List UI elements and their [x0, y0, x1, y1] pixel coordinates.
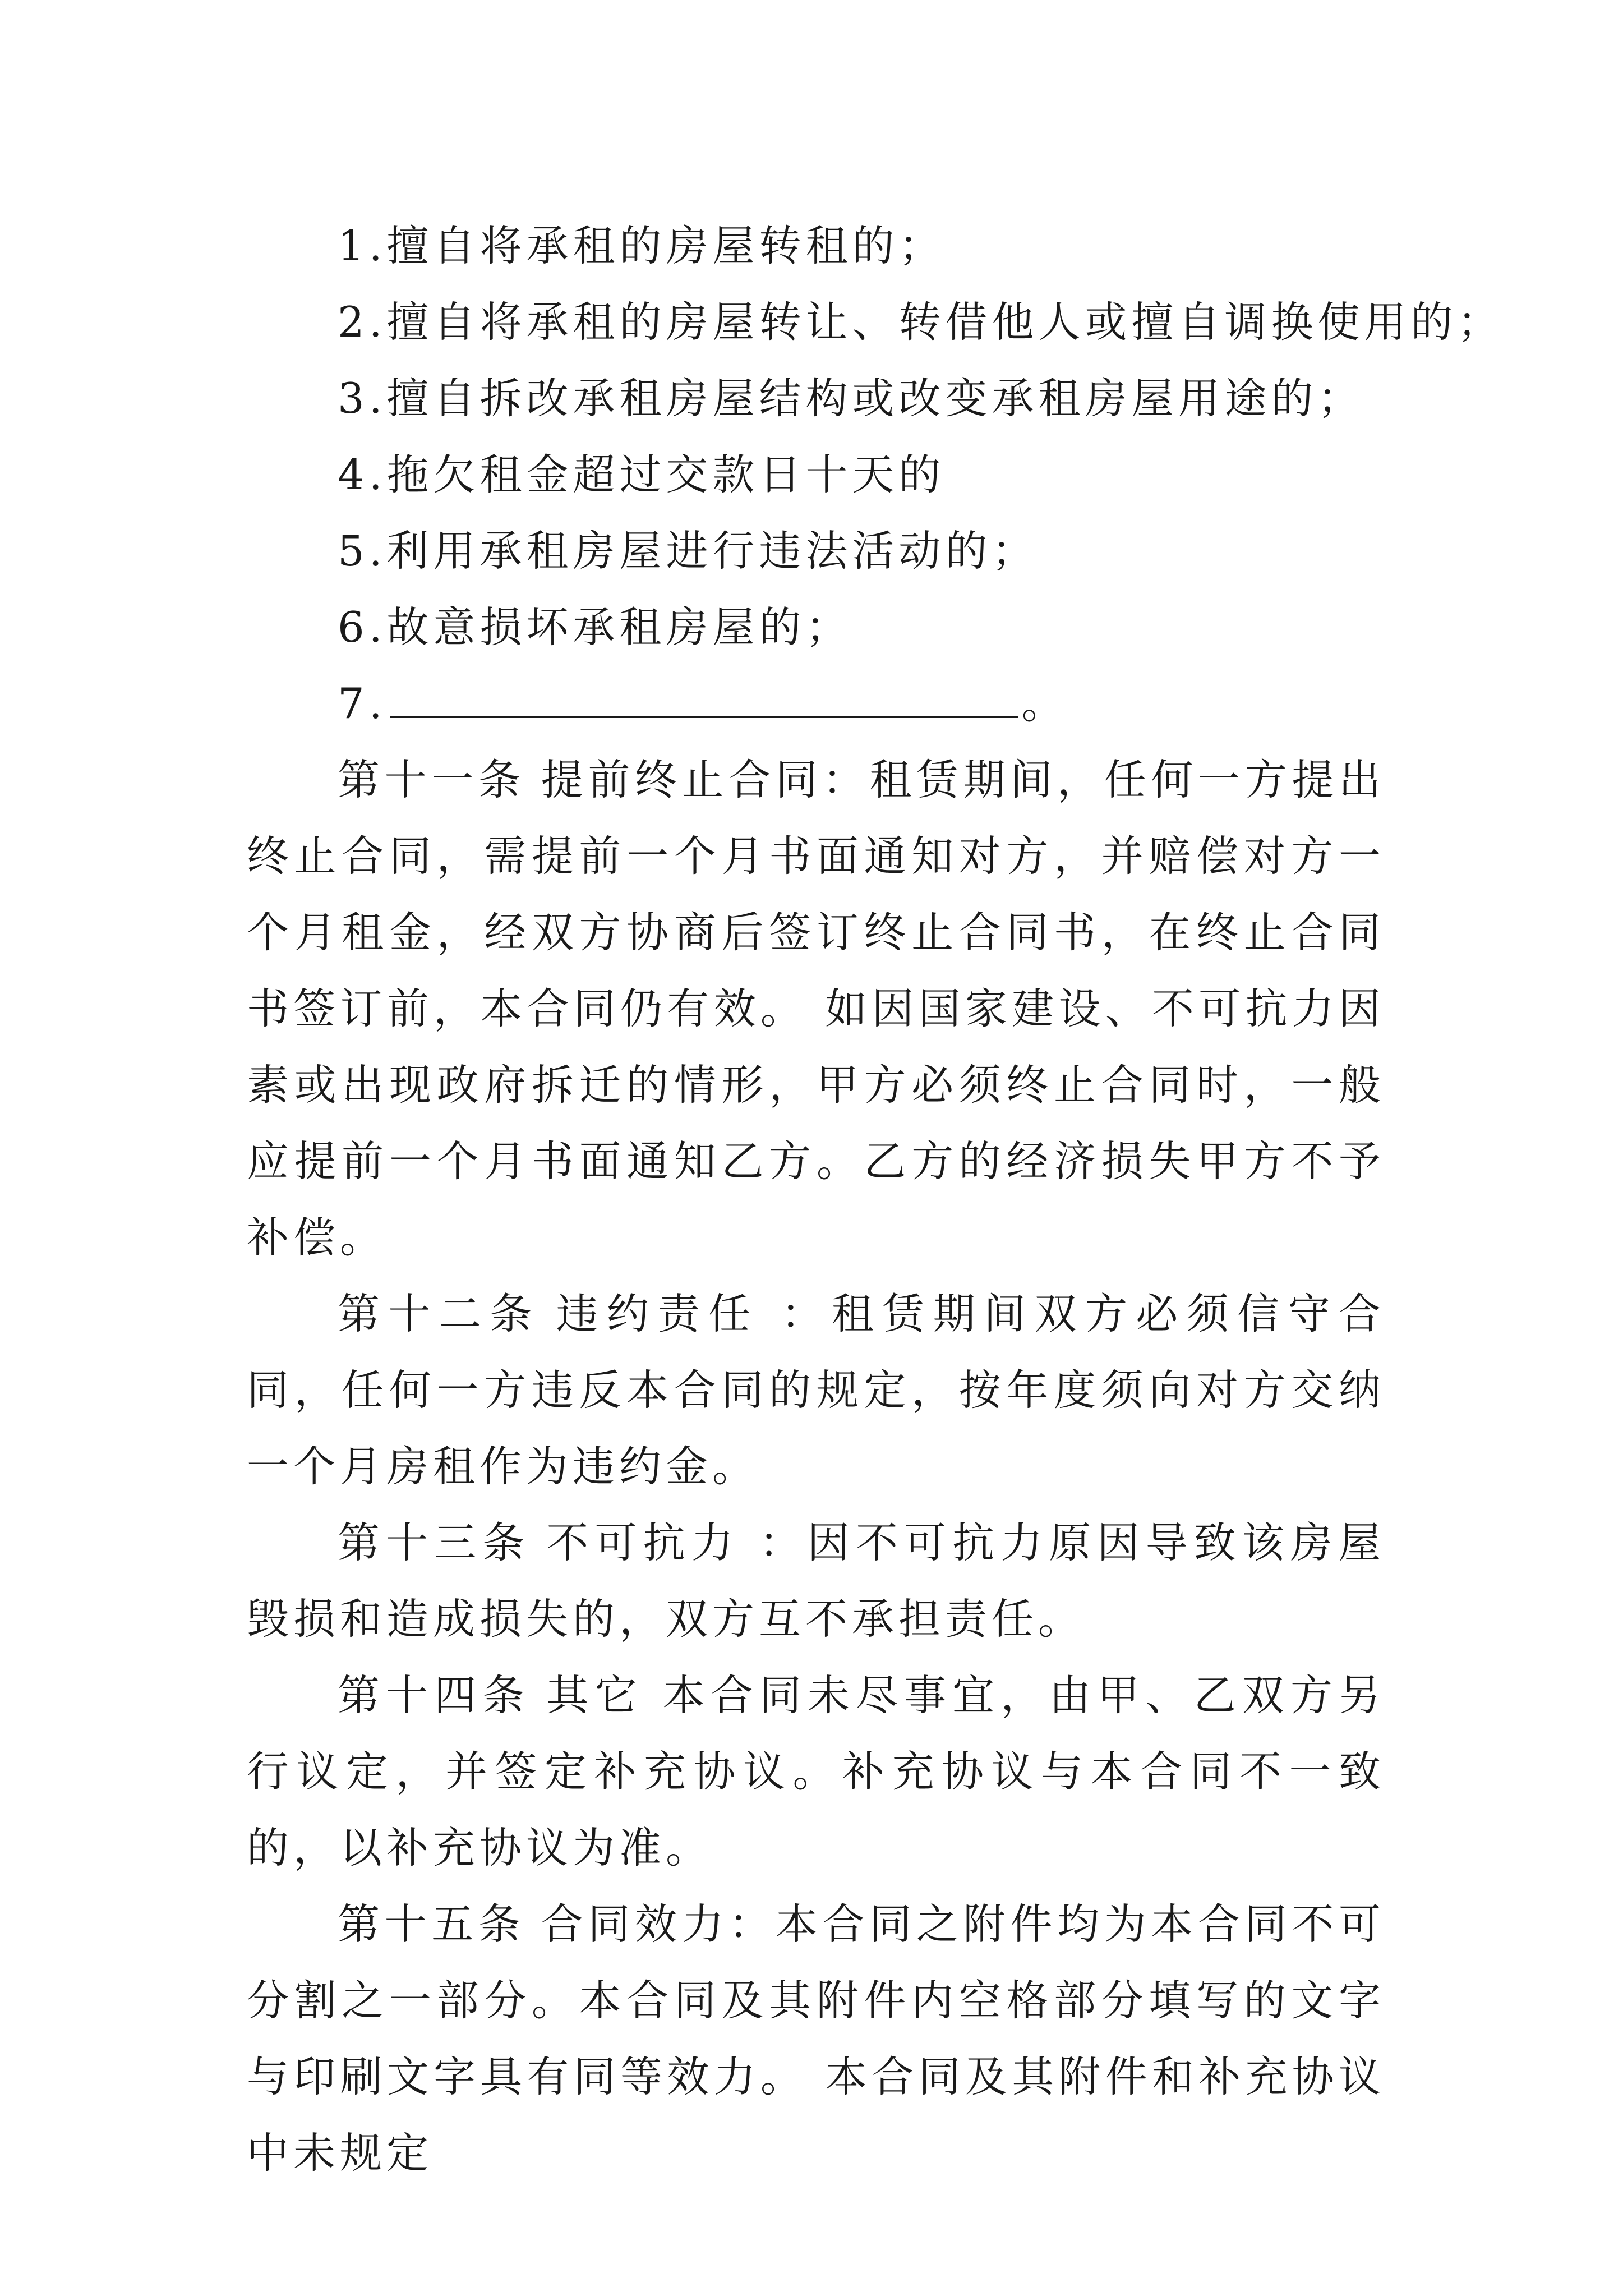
clause-14-heading: 第十四条	[338, 1671, 531, 1720]
clause-11-text: 提前终止合同：租赁期间，任何一方提出终止合同，需提前一个月书面通知对方，并赔偿对方一个月租金，经双方协商后签订终止合同书，在终止合同书签订前，本合同仍有效。 如因国家建设、不可抗力因素或出现政府拆迁的情形，甲方必须终止合同时，一般应提前一个月书面通知乙方。乙方的经济损失甲方不予补偿。	[247, 755, 1385, 1262]
clause-12-text: 违约责任 ：租赁期间双方必须信守合同，任何一方违反本合同的规定，按年度须向对方交纳一个月房租作为违约金。	[247, 1289, 1385, 1491]
list-item-4: 4.拖欠租金超过交款日十天的	[338, 450, 946, 499]
clause-15-text: 合同效力：本合同之附件均为本合同不可分割之一部分。本合同及其附件内空格部分填写的文字与印刷文字具有同等效力。 本合同及其附件和补充协议中未规定	[247, 1899, 1385, 2178]
list-item-7-number: 7.	[338, 679, 387, 728]
list-item-2: 2.擅自将承租的房屋转让、转借他人或擅自调换使用的；	[338, 297, 1504, 347]
clause-13-heading: 第十三条	[338, 1518, 531, 1567]
list-item-7	[247, 665, 1385, 742]
clause-15	[247, 1886, 1385, 2191]
list-item-1: 1.擅自将承租的房屋转租的；	[338, 221, 946, 270]
clause-13-text: 不可抗力 ：因不可抗力原因导致该房屋毁损和造成损失的，双方互不承担责任。	[247, 1518, 1385, 1644]
clause-15-heading: 第十五条	[338, 1899, 525, 1949]
clause-14	[247, 1657, 1385, 1886]
list-item-7-end: 。	[1021, 679, 1068, 728]
list-item-5: 5.利用承租房屋进行违法活动的；	[338, 526, 1039, 576]
clause-12-heading: 第十二条	[338, 1289, 541, 1338]
clause-14-text: 其它 本合同未尽事宜，由甲、乙双方另行议定，并签定补充协议。补充协议与本合同不一致的，以补充协议为准。	[247, 1671, 1385, 1872]
list-item-3: 3.擅自拆改承租房屋结构或改变承租房屋用途的；	[338, 374, 1364, 423]
fill-in-blank-line	[390, 683, 1018, 718]
clause-11	[247, 742, 1385, 1276]
clause-12	[247, 1276, 1385, 1504]
clause-11-heading: 第十一条	[338, 755, 525, 804]
clause-13	[247, 1504, 1385, 1657]
document-body	[247, 208, 1504, 2191]
list-item-6: 6.故意损坏承租房屋的；	[338, 602, 852, 652]
